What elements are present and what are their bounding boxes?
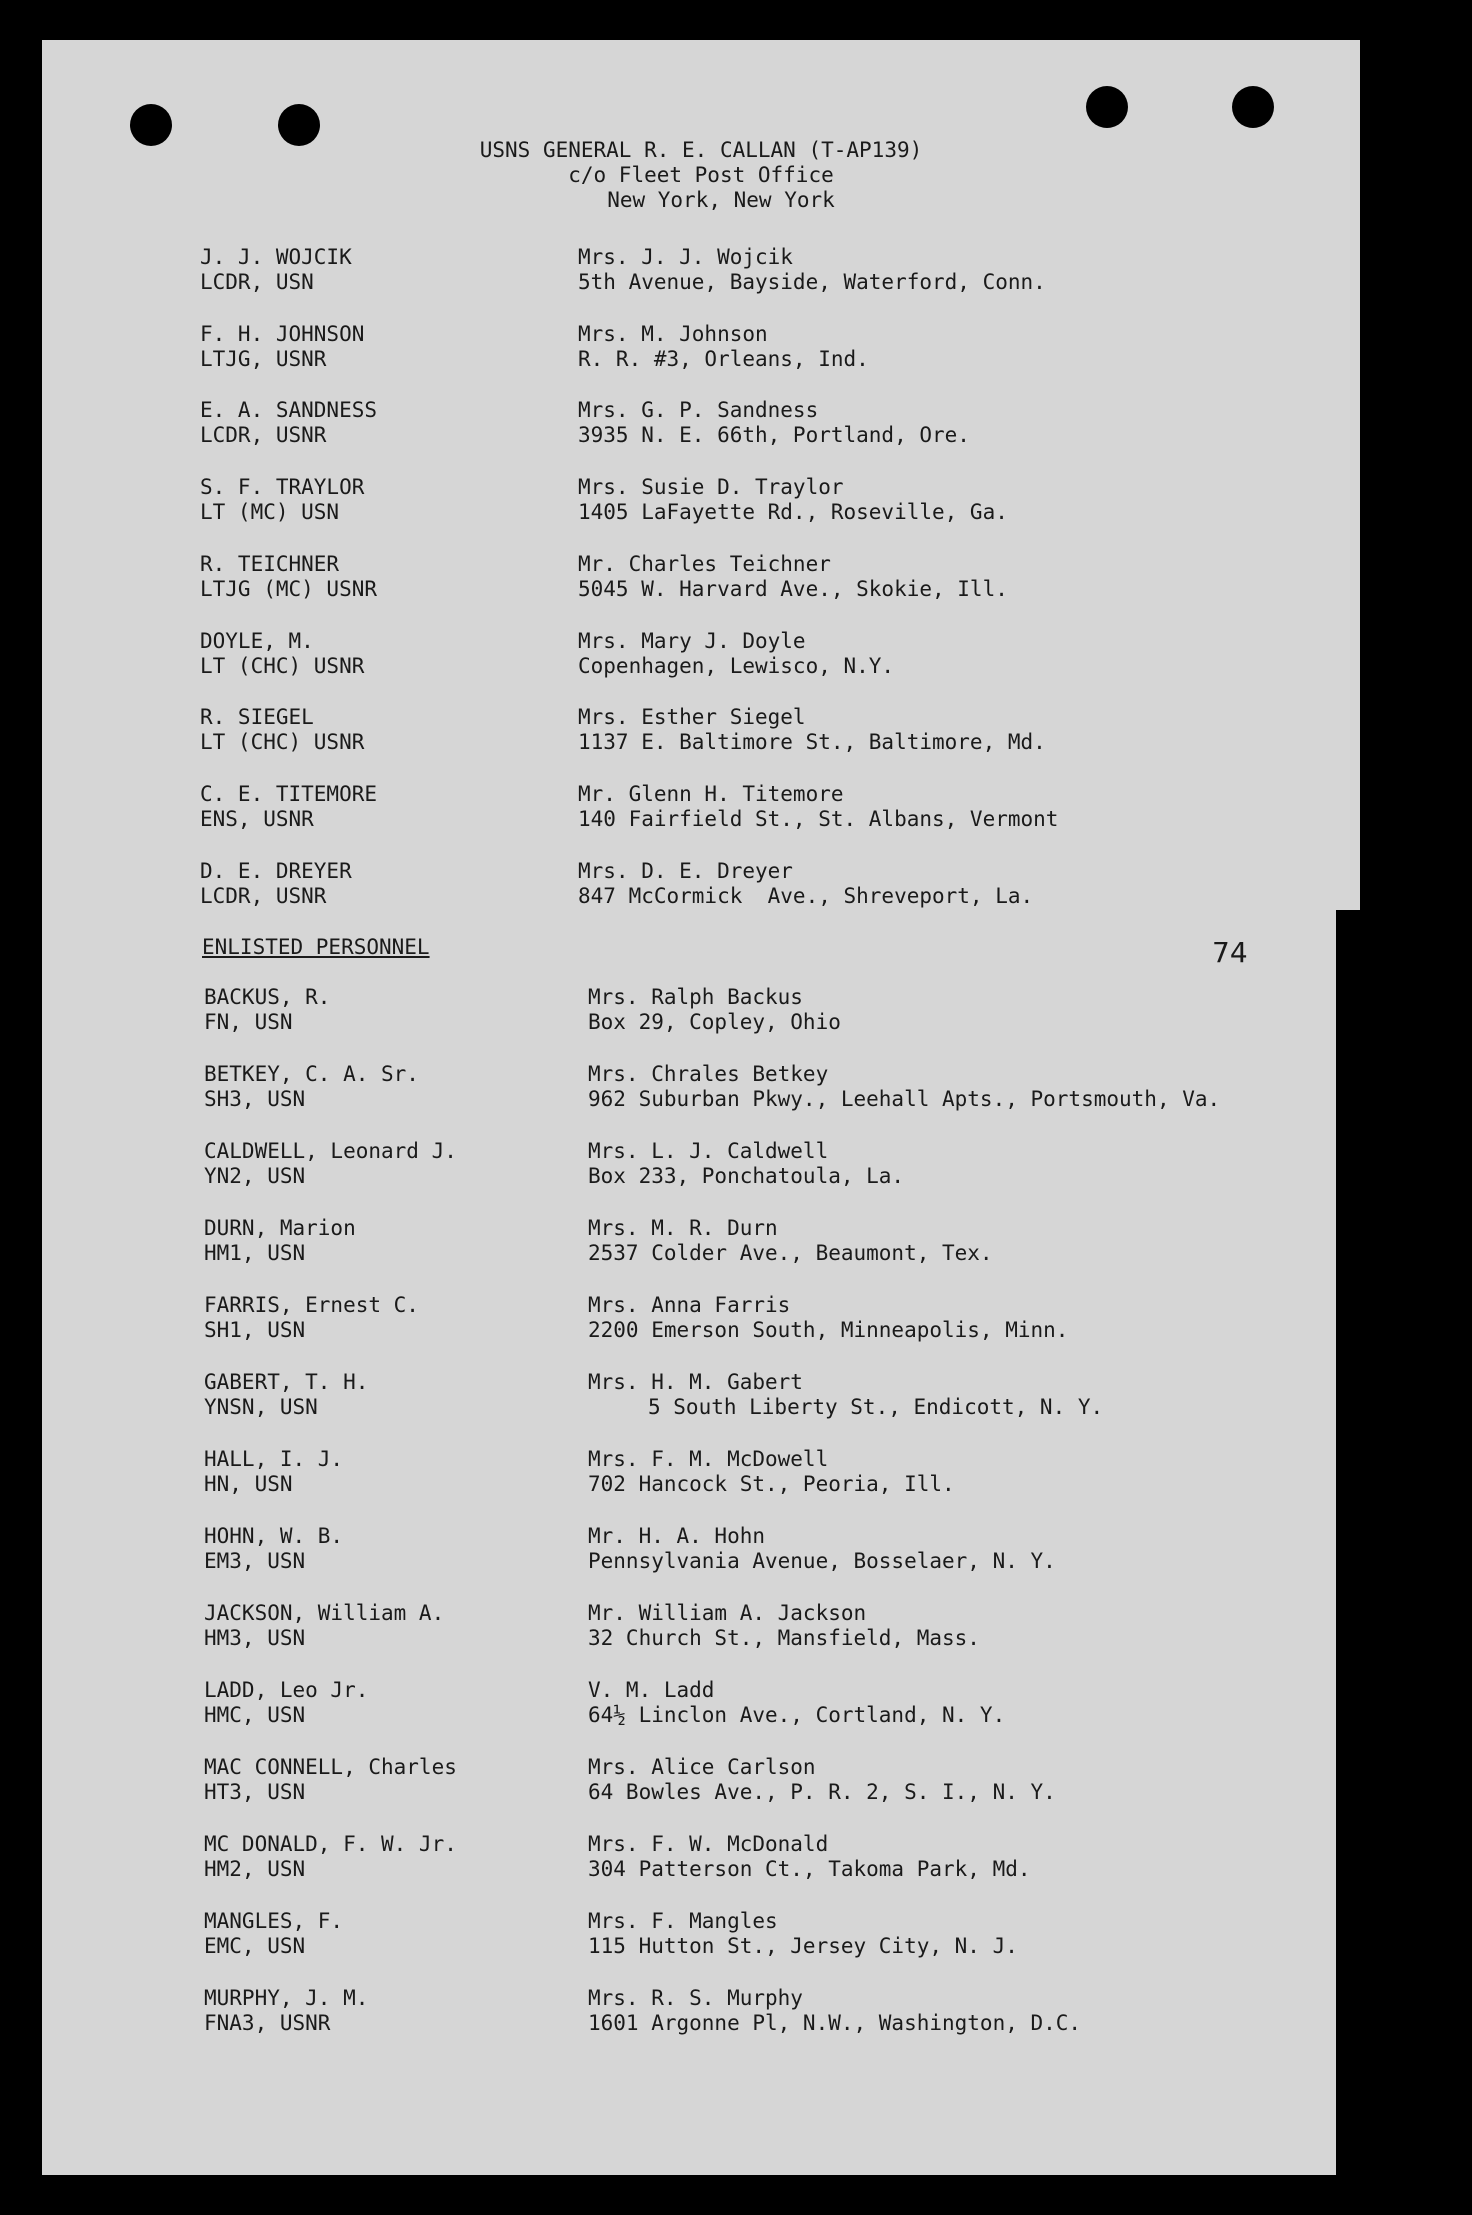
person-rank: LTJG, USNR — [200, 346, 327, 371]
handwritten-page-number: 74 — [1212, 936, 1248, 969]
kin-name: Mrs. J. J. Wojcik — [578, 245, 793, 269]
kin-name: Mrs. H. M. Gabert — [588, 1370, 803, 1394]
entry-next-of-kin — [588, 1062, 1220, 1112]
entry-next-of-kin — [588, 1524, 1056, 1574]
kin-address: 702 Hancock St., Peoria, Ill. — [588, 1472, 955, 1496]
entry-next-of-kin — [578, 859, 1033, 909]
entry-next-of-kin — [588, 1139, 904, 1189]
care-of-line: c/o Fleet Post Office — [568, 163, 834, 187]
entry-person — [204, 1678, 368, 1728]
entry-person — [204, 1832, 457, 1882]
entry-person — [204, 1909, 343, 1959]
person-rank: HT3, USN — [204, 1780, 306, 1804]
entry-next-of-kin — [588, 1293, 1068, 1343]
person-name: MC DONALD, F. W. Jr. — [204, 1832, 457, 1856]
person-name: CALDWELL, Leonard J. — [204, 1139, 457, 1163]
person-rank: HM2, USN — [204, 1857, 306, 1881]
kin-address: Box 29, Copley, Ohio — [588, 1010, 841, 1034]
kin-name: Mrs. R. S. Murphy — [588, 1986, 803, 2010]
person-rank: HN, USN — [204, 1472, 293, 1496]
entry-next-of-kin — [578, 322, 869, 372]
entry-person — [200, 475, 364, 525]
entry-person — [204, 1986, 368, 2036]
kin-name: Mrs. Alice Carlson — [588, 1755, 816, 1779]
kin-name: Mrs. Esther Siegel — [578, 705, 806, 730]
entry-next-of-kin — [588, 1909, 1018, 1959]
entry-next-of-kin — [588, 1601, 980, 1651]
kin-name: V. M. Ladd — [588, 1678, 715, 1702]
kin-address: 64 Bowles Ave., P. R. 2, S. I., N. Y. — [588, 1780, 1056, 1804]
person-name: DOYLE, M. — [200, 628, 314, 653]
kin-name: Mrs. M. R. Durn — [588, 1216, 778, 1240]
entry-next-of-kin — [588, 1216, 993, 1266]
kin-address: 140 Fairfield St., St. Albans, Vermont — [578, 806, 1059, 831]
kin-name: Mrs. D. E. Dreyer — [578, 858, 793, 883]
entry-person — [204, 1601, 444, 1651]
kin-name: Mr. H. A. Hohn — [588, 1524, 766, 1548]
section-title: ENLISTED PERSONNEL — [202, 935, 430, 959]
person-rank: LT (CHC) USNR — [200, 730, 365, 755]
entry-next-of-kin — [578, 705, 1046, 755]
kin-address: 5th Avenue, Bayside, Waterford, Conn. — [578, 270, 1046, 294]
entry-next-of-kin — [588, 985, 841, 1035]
entry-next-of-kin — [588, 1370, 1103, 1420]
entry-next-of-kin — [578, 782, 1058, 832]
person-name: DURN, Marion — [204, 1216, 356, 1240]
person-rank: YN2, USN — [204, 1164, 306, 1188]
person-name: LADD, Leo Jr. — [204, 1678, 369, 1702]
kin-name: Mrs. Mary J. Doyle — [578, 628, 806, 653]
kin-name: Mr. Charles Teichner — [578, 551, 831, 576]
person-rank: LT (CHC) USNR — [200, 653, 365, 678]
kin-address: Pennsylvania Avenue, Bosselaer, N. Y. — [588, 1549, 1056, 1573]
entry-next-of-kin — [578, 629, 894, 679]
entry-next-of-kin — [578, 398, 970, 448]
person-rank: LTJG (MC) USNR — [200, 576, 378, 601]
kin-address: 2200 Emerson South, Minneapolis, Minn. — [588, 1318, 1069, 1342]
kin-name: Mr. Glenn H. Titemore — [578, 781, 844, 806]
entry-next-of-kin — [578, 475, 1008, 525]
person-name: MAC CONNELL, Charles — [204, 1755, 457, 1779]
entry-person — [204, 1293, 419, 1343]
entry-person — [204, 1370, 368, 1420]
person-name: C. E. TITEMORE — [200, 781, 378, 806]
ship-name: USNS GENERAL R. E. CALLAN (T-AP139) — [479, 138, 923, 162]
person-rank: HM1, USN — [204, 1241, 306, 1265]
person-rank: EM3, USN — [204, 1549, 306, 1573]
person-rank: FNA3, USNR — [204, 2011, 331, 2035]
kin-address: 5 South Liberty St., Endicott, N. Y. — [648, 1395, 1104, 1419]
entry-next-of-kin — [588, 1986, 1081, 2036]
person-name: GABERT, T. H. — [204, 1370, 369, 1394]
kin-address: 115 Hutton St., Jersey City, N. J. — [588, 1934, 1018, 1958]
kin-address: Copenhagen, Lewisco, N.Y. — [578, 653, 895, 678]
person-rank: SH3, USN — [204, 1087, 306, 1111]
kin-address: Box 233, Ponchatoula, La. — [588, 1164, 905, 1188]
person-rank: ENS, USNR — [200, 806, 314, 831]
person-name: D. E. DREYER — [200, 858, 352, 883]
person-name: MANGLES, F. — [204, 1909, 344, 1933]
entry-person — [204, 1524, 343, 1574]
kin-name: Mrs. Chrales Betkey — [588, 1062, 829, 1086]
person-name: BETKEY, C. A. Sr. — [204, 1062, 419, 1086]
entry-next-of-kin — [588, 1678, 1005, 1728]
entry-person — [204, 985, 330, 1035]
entry-person — [200, 552, 377, 602]
kin-name: Mrs. F. Mangles — [588, 1909, 778, 1933]
person-rank: SH1, USN — [204, 1318, 306, 1342]
person-name: R. TEICHNER — [200, 551, 340, 576]
kin-name: Mrs. F. W. McDonald — [588, 1832, 829, 1856]
person-name: HALL, I. J. — [204, 1447, 344, 1471]
kin-address: 1405 LaFayette Rd., Roseville, Ga. — [578, 500, 1008, 525]
entry-person — [200, 398, 377, 448]
kin-name: Mrs. Anna Farris — [588, 1293, 791, 1317]
person-name: FARRIS, Ernest C. — [204, 1293, 419, 1317]
person-name: E. A. SANDNESS — [200, 398, 378, 423]
entry-person — [200, 322, 364, 372]
person-rank: HMC, USN — [204, 1703, 306, 1727]
person-name: BACKUS, R. — [204, 985, 331, 1009]
person-name: S. F. TRAYLOR — [200, 475, 365, 500]
kin-address: 847 McCormick Ave., Shreveport, La. — [578, 883, 1034, 908]
kin-address: R. R. #3, Orleans, Ind. — [578, 346, 869, 371]
kin-name: Mrs. Ralph Backus — [588, 985, 803, 1009]
kin-name: Mrs. M. Johnson — [578, 321, 768, 346]
person-name: MURPHY, J. M. — [204, 1986, 369, 2010]
kin-name: Mrs. F. M. McDowell — [588, 1447, 829, 1471]
person-name: R. SIEGEL — [200, 705, 314, 730]
entry-person — [204, 1216, 356, 1266]
person-rank: YNSN, USN — [204, 1395, 318, 1419]
city-line: New York, New York — [607, 188, 835, 212]
kin-name: Mrs. Susie D. Traylor — [578, 475, 844, 500]
entry-next-of-kin — [588, 1755, 1056, 1805]
entry-next-of-kin — [578, 245, 1046, 295]
entry-person — [204, 1139, 457, 1189]
entry-person — [200, 705, 364, 755]
punch-hole — [1232, 86, 1274, 128]
entry-next-of-kin — [588, 1447, 955, 1497]
kin-address: 1601 Argonne Pl, N.W., Washington, D.C. — [588, 2011, 1082, 2035]
kin-address: 962 Suburban Pkwy., Leehall Apts., Portsmouth, Va. — [588, 1087, 1221, 1111]
person-rank: LCDR, USNR — [200, 883, 327, 908]
kin-address: 32 Church St., Mansfield, Mass. — [588, 1626, 980, 1650]
person-rank: LT (MC) USN — [200, 500, 340, 525]
person-rank: FN, USN — [204, 1010, 293, 1034]
kin-name: Mrs. G. P. Sandness — [578, 398, 819, 423]
person-rank: LCDR, USNR — [200, 423, 327, 448]
punch-hole — [1086, 86, 1128, 128]
entry-person — [200, 629, 364, 679]
document-page — [42, 40, 1360, 2175]
entry-person — [204, 1755, 457, 1805]
person-name: J. J. WOJCIK — [200, 245, 352, 269]
person-rank: LCDR, USN — [200, 270, 314, 294]
person-name: F. H. JOHNSON — [200, 321, 365, 346]
page-torn-edge — [1336, 910, 1360, 2175]
person-rank: HM3, USN — [204, 1626, 306, 1650]
entry-person — [200, 245, 352, 295]
kin-address: 5045 W. Harvard Ave., Skokie, Ill. — [578, 576, 1008, 601]
entry-person — [204, 1447, 343, 1497]
entry-person — [200, 782, 377, 832]
kin-address: 64½ Linclon Ave., Cortland, N. Y. — [588, 1703, 1006, 1727]
document-header — [42, 138, 1360, 213]
kin-address: 304 Patterson Ct., Takoma Park, Md. — [588, 1857, 1031, 1881]
entry-person — [204, 1062, 419, 1112]
entry-person — [200, 859, 352, 909]
kin-name: Mrs. L. J. Caldwell — [588, 1139, 829, 1163]
entry-next-of-kin — [588, 1832, 1031, 1882]
kin-address: 3935 N. E. 66th, Portland, Ore. — [578, 423, 970, 448]
person-name: JACKSON, William A. — [204, 1601, 445, 1625]
kin-address: 1137 E. Baltimore St., Baltimore, Md. — [578, 730, 1046, 755]
kin-address: 2537 Colder Ave., Beaumont, Tex. — [588, 1241, 993, 1265]
person-rank: EMC, USN — [204, 1934, 306, 1958]
person-name: HOHN, W. B. — [204, 1524, 344, 1548]
kin-name: Mr. William A. Jackson — [588, 1601, 867, 1625]
entry-next-of-kin — [578, 552, 1008, 602]
